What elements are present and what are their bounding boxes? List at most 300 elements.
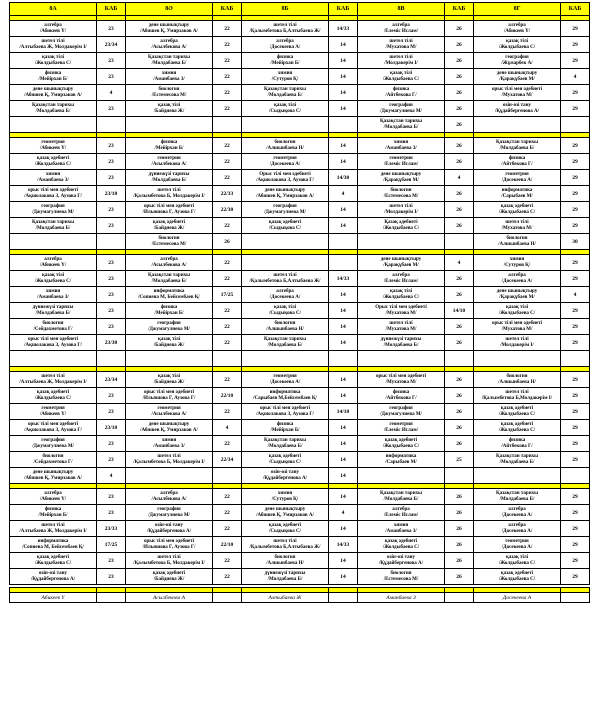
subject-name: дүниежүзі тарихы bbox=[380, 336, 422, 342]
teacher-name: /Жолдыбаева С/ bbox=[382, 544, 420, 550]
lesson-row bbox=[10, 388, 590, 404]
lesson-cell bbox=[358, 21, 445, 37]
teacher-name: /Абикеев Ү/ bbox=[39, 145, 67, 151]
room-cell: 26 bbox=[445, 69, 474, 85]
teacher-name: /Молдабаева Б/ bbox=[35, 108, 71, 114]
subject-name: орыс тілі мен әдебиеті bbox=[491, 320, 543, 326]
lesson-cell bbox=[126, 505, 213, 521]
teacher-name: /Ақшолакова З, Аузова Г/ bbox=[256, 411, 314, 417]
room-cell: 14 bbox=[329, 69, 358, 85]
teacher-name: /Жолдыбаева С/ bbox=[34, 60, 72, 66]
teacher-name: /Жолдыбаева С/ bbox=[382, 225, 420, 231]
room-cell: 29 bbox=[561, 303, 590, 319]
teacher-name: /Молдабаева Б/ bbox=[383, 496, 419, 502]
lesson-cell bbox=[126, 255, 213, 271]
lesson-row bbox=[10, 372, 590, 388]
lesson-cell bbox=[474, 303, 561, 319]
teacher-name: /Алтыбаева Ж, Молдакерім І/ bbox=[19, 379, 87, 385]
lesson-cell bbox=[10, 202, 97, 218]
subject-name: биология bbox=[42, 453, 64, 459]
subject-name: қазақ тілі bbox=[157, 336, 181, 342]
lesson-cell bbox=[10, 271, 97, 287]
lesson-cell bbox=[242, 271, 329, 287]
lesson-row bbox=[10, 255, 590, 271]
teacher-name: /Молдабаева Б/ bbox=[35, 225, 71, 231]
room-cell: 29 bbox=[561, 21, 590, 37]
subject-name: Орыс тілі мен әдебиеті bbox=[259, 171, 311, 177]
room-cell: 22 bbox=[213, 303, 242, 319]
subject-name: шетел тілі bbox=[389, 38, 413, 44]
lesson-cell bbox=[474, 553, 561, 569]
room-cell: 26 bbox=[445, 37, 474, 53]
lesson-cell bbox=[474, 569, 561, 585]
class-teacher-kab bbox=[445, 593, 474, 603]
room-cell: 26 bbox=[445, 117, 474, 133]
teacher-name: /Молдабаева Б/ bbox=[151, 278, 187, 284]
teacher-name: /Қалымбетова Б,Молдакерім І/ bbox=[481, 395, 553, 401]
teacher-name: /Досекеева А/ bbox=[269, 294, 301, 300]
subject-name: орыс тілі мен әдебиеті bbox=[27, 336, 79, 342]
lesson-cell bbox=[358, 468, 445, 484]
lesson-cell bbox=[10, 21, 97, 37]
lesson-cell bbox=[10, 138, 97, 154]
teacher-name: /Джумагулиева М/ bbox=[264, 209, 306, 215]
header-kab: КАБ bbox=[329, 3, 358, 16]
lesson-cell bbox=[358, 37, 445, 53]
lesson-row bbox=[10, 521, 590, 537]
subject-name: химия bbox=[45, 288, 61, 294]
subject-name: Қазақстан тарихы bbox=[496, 490, 538, 496]
lesson-cell bbox=[10, 468, 97, 484]
lesson-cell bbox=[358, 154, 445, 170]
teacher-name: /Жолдыбаева С/ bbox=[382, 443, 420, 449]
lesson-cell bbox=[474, 234, 561, 250]
teacher-name: /Досекеева А/ bbox=[269, 44, 301, 50]
subject-name: қазақ тілі bbox=[505, 554, 529, 560]
room-cell: 29 bbox=[561, 537, 590, 553]
lesson-cell bbox=[474, 21, 561, 37]
room-cell: 14 bbox=[329, 553, 358, 569]
subject-name: дене шынықтыру bbox=[148, 22, 190, 28]
room-cell: 22 bbox=[213, 505, 242, 521]
header-kab: КАБ bbox=[445, 3, 474, 16]
teacher-name: /Ильяшова Г, Аузова Г/ bbox=[142, 209, 196, 215]
lesson-cell bbox=[10, 53, 97, 69]
lesson-cell bbox=[126, 553, 213, 569]
lesson-cell bbox=[126, 170, 213, 186]
subject-name: дүниежүзі тарихы bbox=[32, 304, 74, 310]
room-cell: 22 bbox=[213, 372, 242, 388]
room-cell: 23 bbox=[97, 319, 126, 335]
room-cell: 26 bbox=[445, 287, 474, 303]
teacher-name: /Мейірхан Б/ bbox=[154, 145, 184, 151]
subject-name: химия bbox=[277, 490, 293, 496]
lesson-cell bbox=[358, 234, 445, 250]
lesson-cell bbox=[358, 85, 445, 101]
teacher-name: /Алшынбаева Н/ bbox=[266, 145, 304, 151]
room-cell: 29 bbox=[561, 138, 590, 154]
subject-name: қазақ әдебиеті bbox=[36, 155, 70, 161]
subject-name: орыс тілі мен әдебиеті bbox=[27, 421, 79, 427]
subject-name: өзін-өзі тану bbox=[503, 102, 531, 108]
subject-name: география bbox=[157, 320, 181, 326]
room-cell: 4 bbox=[329, 505, 358, 521]
lesson-cell bbox=[474, 521, 561, 537]
subject-name: информатика bbox=[501, 187, 533, 193]
subject-name: қазақ әдебиеті bbox=[152, 570, 186, 576]
lesson-cell bbox=[10, 186, 97, 202]
room-cell: 14 bbox=[329, 372, 358, 388]
teacher-name: /Сыдықова С/ bbox=[268, 225, 302, 231]
teacher-name: /Жұмарбек А/ bbox=[501, 60, 533, 66]
room-cell: 29 bbox=[561, 37, 590, 53]
teacher-name: /Молдабаева Б/ bbox=[499, 459, 535, 465]
room-cell: 26 bbox=[445, 85, 474, 101]
room-cell: 22/10 bbox=[213, 537, 242, 553]
teacher-name: /Жолдыбаева С/ bbox=[498, 310, 536, 316]
subject-name: орыс тілі мен әдебиеті bbox=[375, 373, 427, 379]
subject-name: қазақ әдебиеті bbox=[500, 405, 534, 411]
room-cell: 22 bbox=[213, 138, 242, 154]
lesson-cell bbox=[242, 537, 329, 553]
lesson-cell bbox=[474, 468, 561, 484]
header-class: 8А bbox=[10, 3, 97, 16]
lesson-row bbox=[10, 569, 590, 585]
room-cell: 26 bbox=[445, 21, 474, 37]
teacher-name: /Абишев Қ, Умирзаков А/ bbox=[256, 193, 314, 199]
room-cell: 22 bbox=[213, 154, 242, 170]
header-class: 8В bbox=[358, 3, 445, 16]
subject-name: алгебра bbox=[276, 38, 294, 44]
lesson-row bbox=[10, 452, 590, 468]
teacher-name: /Ақшолакова З, Аузова Г/ bbox=[24, 427, 82, 433]
subject-name: Қазақстан тарихы bbox=[380, 118, 422, 124]
subject-name: информатика bbox=[269, 389, 301, 395]
room-cell: 17/25 bbox=[213, 287, 242, 303]
teacher-name: /Джумагулиева М/ bbox=[148, 512, 190, 518]
room-cell: 23 bbox=[97, 436, 126, 452]
lesson-cell bbox=[358, 404, 445, 420]
room-cell: 14 bbox=[329, 489, 358, 505]
subject-name: дене шынықтыру bbox=[496, 70, 538, 76]
lesson-cell bbox=[474, 202, 561, 218]
lesson-cell bbox=[10, 569, 97, 585]
lesson-cell bbox=[242, 255, 329, 271]
subject-name: география bbox=[157, 506, 181, 512]
teacher-name: /Молдабаева Б/ bbox=[499, 496, 535, 502]
teacher-name: /Алшынбаева Н/ bbox=[266, 560, 304, 566]
teacher-name: /Қалымбетова Б,Алтыбаева Ж/ bbox=[249, 28, 321, 34]
room-cell: 23 bbox=[97, 287, 126, 303]
lesson-cell bbox=[242, 505, 329, 521]
teacher-name: /Елеміс Ислам/ bbox=[383, 427, 419, 433]
teacher-name: /Абикеев Ү/ bbox=[39, 496, 67, 502]
lesson-row bbox=[10, 468, 590, 484]
lesson-cell bbox=[358, 553, 445, 569]
room-cell: 23 bbox=[97, 138, 126, 154]
lesson-cell bbox=[126, 420, 213, 436]
room-cell: 29 bbox=[561, 521, 590, 537]
subject-name: геометрия bbox=[41, 405, 65, 411]
teacher-name: /Молдабаева Б/ bbox=[151, 60, 187, 66]
teacher-name: /Алшынбаева Н/ bbox=[266, 326, 304, 332]
room-cell: 26 bbox=[445, 553, 474, 569]
room-cell: 14 bbox=[329, 303, 358, 319]
teacher-name: /Елеміс Ислам/ bbox=[383, 161, 419, 167]
teacher-name: /Асылбекова А/ bbox=[151, 161, 187, 167]
teacher-name: /Елеміс Ислам/ bbox=[383, 28, 419, 34]
lesson-cell bbox=[474, 388, 561, 404]
subject-name: биология bbox=[158, 86, 180, 92]
room-cell: 23/33 bbox=[97, 521, 126, 537]
lesson-cell bbox=[126, 186, 213, 202]
subject-name: геометрия bbox=[157, 405, 181, 411]
room-cell: 14/33 bbox=[329, 271, 358, 287]
lesson-cell bbox=[474, 53, 561, 69]
subject-name: Орыс тілі мен әдебиеті bbox=[375, 304, 427, 310]
lesson-cell bbox=[242, 521, 329, 537]
room-cell: 4 bbox=[561, 69, 590, 85]
subject-name: география bbox=[273, 203, 297, 209]
room-cell: 4 bbox=[561, 287, 590, 303]
room-cell: 22 bbox=[213, 53, 242, 69]
room-cell: 23 bbox=[97, 21, 126, 37]
room-cell: 14 bbox=[329, 218, 358, 234]
subject-name: дене шынықтыру bbox=[496, 288, 538, 294]
subject-name: геометрия bbox=[273, 373, 297, 379]
room-cell: 23 bbox=[97, 69, 126, 85]
teacher-name: /Байдиева Ж/ bbox=[153, 225, 185, 231]
subject-name: геометрия bbox=[389, 421, 413, 427]
lesson-cell bbox=[474, 452, 561, 468]
lesson-cell bbox=[242, 452, 329, 468]
lesson-cell bbox=[10, 255, 97, 271]
lesson-cell bbox=[242, 436, 329, 452]
room-cell: 26 bbox=[445, 138, 474, 154]
subject-name: алгебра bbox=[508, 22, 526, 28]
teacher-name: /Молдакерім І/ bbox=[500, 342, 534, 348]
room-cell: 14/33 bbox=[329, 537, 358, 553]
subject-name: Қазақстан тарихы bbox=[496, 453, 538, 459]
subject-name: қазақ тілі bbox=[273, 304, 297, 310]
subject-name: геометрия bbox=[41, 139, 65, 145]
lesson-cell bbox=[474, 404, 561, 420]
teacher-name: /Қалымбетова Б,Алтыбаева Ж/ bbox=[249, 278, 321, 284]
subject-name: шетел тілі bbox=[273, 538, 297, 544]
subject-name: алгебра bbox=[44, 490, 62, 496]
teacher-name: /Мухатова М/ bbox=[501, 326, 533, 332]
room-cell bbox=[445, 234, 474, 250]
teacher-name: /Асылбекова А/ bbox=[151, 262, 187, 268]
lesson-cell bbox=[358, 319, 445, 335]
lesson-row bbox=[10, 319, 590, 335]
teacher-name: /Молдабаева Б/ bbox=[267, 443, 303, 449]
lesson-cell bbox=[242, 319, 329, 335]
room-cell: 23 bbox=[97, 218, 126, 234]
lesson-cell bbox=[474, 287, 561, 303]
room-cell: 23/10 bbox=[97, 186, 126, 202]
subject-name: дене шынықтыру bbox=[264, 506, 306, 512]
room-cell: 14 bbox=[329, 335, 358, 351]
lesson-cell bbox=[242, 154, 329, 170]
lesson-cell bbox=[242, 388, 329, 404]
subject-name: алгебра bbox=[160, 490, 178, 496]
lesson-cell bbox=[474, 505, 561, 521]
room-cell bbox=[445, 351, 474, 367]
teacher-name: /Молдабаева Б/ bbox=[267, 92, 303, 98]
room-cell: 4 bbox=[97, 85, 126, 101]
subject-name: алгебра bbox=[276, 288, 294, 294]
lesson-cell bbox=[10, 521, 97, 537]
room-cell: 22 bbox=[213, 271, 242, 287]
teacher-name: /Досекеева А/ bbox=[269, 379, 301, 385]
lesson-cell bbox=[358, 537, 445, 553]
subject-name: қазақ әдебиеті bbox=[36, 554, 70, 560]
subject-name: орыс тілі мен әдебиеті bbox=[27, 187, 79, 193]
lesson-cell bbox=[10, 154, 97, 170]
subject-name: өзін-өзі тану bbox=[155, 522, 183, 528]
subject-name: биология bbox=[506, 235, 528, 241]
lesson-row bbox=[10, 170, 590, 186]
teacher-name: /Сутуров Қ/ bbox=[271, 76, 299, 82]
teacher-name: /Мейірхан Б/ bbox=[270, 60, 300, 66]
subject-name: орыс тілі мен әдебиеті bbox=[143, 203, 195, 209]
lesson-cell bbox=[10, 287, 97, 303]
subject-name: биология bbox=[390, 187, 412, 193]
teacher-name: /Елеміс Ислам/ bbox=[383, 512, 419, 518]
subject-name: Қазақстан тарихы bbox=[496, 139, 538, 145]
lesson-cell bbox=[126, 569, 213, 585]
room-cell: 22 bbox=[213, 37, 242, 53]
teacher-name: /Жолдыбаева С/ bbox=[34, 395, 72, 401]
teacher-name: /Ильяшова Г, Аузова Г/ bbox=[142, 544, 196, 550]
lesson-cell bbox=[358, 505, 445, 521]
room-cell: 26 bbox=[445, 53, 474, 69]
room-cell: 14/10 bbox=[445, 303, 474, 319]
lesson-cell bbox=[10, 170, 97, 186]
subject-name: география bbox=[389, 102, 413, 108]
teacher-name: /Алшынбаева Н/ bbox=[498, 379, 536, 385]
lesson-cell bbox=[358, 186, 445, 202]
room-cell: 29 bbox=[561, 170, 590, 186]
lesson-cell bbox=[358, 69, 445, 85]
lesson-cell bbox=[10, 553, 97, 569]
lesson-cell bbox=[10, 420, 97, 436]
teacher-name: /Молдакерім І/ bbox=[384, 60, 418, 66]
lesson-cell bbox=[126, 53, 213, 69]
subject-name: өзін-өзі тану bbox=[39, 570, 67, 576]
teacher-name: /Жолдыбаева С/ bbox=[34, 161, 72, 167]
lesson-row bbox=[10, 69, 590, 85]
lesson-cell bbox=[126, 117, 213, 133]
teacher-name: /Жолдыбаева С/ bbox=[498, 576, 536, 582]
teacher-name: /Досекеева А/ bbox=[269, 161, 301, 167]
teacher-name: /Досекеева А/ bbox=[501, 544, 533, 550]
subject-name: геометрия bbox=[505, 171, 529, 177]
teacher-name: /Абишев Қ, Умирзаков А/ bbox=[140, 427, 198, 433]
lesson-row bbox=[10, 303, 590, 319]
room-cell: 26 bbox=[445, 319, 474, 335]
teacher-name: /Естемесова М/ bbox=[383, 576, 419, 582]
subject-name: қазақ тілі bbox=[389, 70, 413, 76]
room-cell: 14 bbox=[329, 436, 358, 452]
room-cell: 23/34 bbox=[97, 37, 126, 53]
subject-name: шетел тілі bbox=[505, 336, 529, 342]
teacher-name: /Жолдыбаева С/ bbox=[382, 294, 420, 300]
room-cell: 26 bbox=[445, 505, 474, 521]
room-cell: 22 bbox=[213, 489, 242, 505]
lesson-cell bbox=[358, 101, 445, 117]
room-cell: 29 bbox=[561, 335, 590, 351]
lesson-cell bbox=[358, 117, 445, 133]
lesson-cell bbox=[126, 351, 213, 367]
subject-name: алгебра bbox=[392, 22, 410, 28]
lesson-row bbox=[10, 553, 590, 569]
teacher-name: /Алтыбаева Ж, Молдакерім І/ bbox=[19, 44, 87, 50]
lesson-cell bbox=[358, 521, 445, 537]
subject-name: алгебра bbox=[392, 272, 410, 278]
room-cell: 29 bbox=[561, 404, 590, 420]
room-cell: 22 bbox=[213, 335, 242, 351]
teacher-name: /Мейірхан Б/ bbox=[270, 427, 300, 433]
class-teacher: Досекеева А bbox=[474, 593, 561, 603]
teacher-name: /Молдабаева Б/ bbox=[383, 124, 419, 130]
lesson-cell bbox=[242, 404, 329, 420]
room-cell: 14/33 bbox=[329, 21, 358, 37]
lesson-cell bbox=[474, 351, 561, 367]
lesson-cell bbox=[242, 117, 329, 133]
subject-name: Қазақстан тарихы bbox=[264, 336, 306, 342]
class-teacher: Аманбаева З bbox=[358, 593, 445, 603]
room-cell: 29 bbox=[561, 101, 590, 117]
teacher-name: /Абишев Қ, Умирзаков А/ bbox=[24, 475, 82, 481]
lesson-cell bbox=[242, 37, 329, 53]
subject-name: шетел тілі bbox=[505, 389, 529, 395]
subject-name: шетел тілі bbox=[273, 22, 297, 28]
subject-name: химия bbox=[277, 70, 293, 76]
lesson-cell bbox=[126, 468, 213, 484]
teacher-name: /Алшынбаева Н/ bbox=[498, 241, 536, 247]
room-cell: 22 bbox=[213, 436, 242, 452]
teacher-name: /Құдайбергенова А/ bbox=[495, 108, 539, 114]
subject-name: химия bbox=[393, 522, 409, 528]
lesson-cell bbox=[10, 537, 97, 553]
lesson-cell bbox=[10, 101, 97, 117]
teacher-name: /Сутуров Қ/ bbox=[503, 262, 531, 268]
lesson-cell bbox=[126, 69, 213, 85]
subject-name: география bbox=[505, 54, 529, 60]
teacher-name: /Мейірхан Б/ bbox=[38, 512, 68, 518]
room-cell: 22 bbox=[213, 21, 242, 37]
lesson-cell bbox=[242, 468, 329, 484]
room-cell: 4 bbox=[445, 170, 474, 186]
lesson-row bbox=[10, 271, 590, 287]
subject-name: Қазақстан тарихы bbox=[148, 272, 190, 278]
lesson-row bbox=[10, 351, 590, 367]
lesson-cell bbox=[474, 335, 561, 351]
subject-name: информатика bbox=[385, 453, 417, 459]
room-cell: 29 bbox=[561, 420, 590, 436]
lesson-cell bbox=[126, 489, 213, 505]
header-kab: КАБ bbox=[97, 3, 126, 16]
lesson-cell bbox=[358, 452, 445, 468]
subject-name: геометрия bbox=[389, 155, 413, 161]
lesson-cell bbox=[242, 202, 329, 218]
lesson-cell bbox=[358, 351, 445, 367]
room-cell: 17/25 bbox=[97, 537, 126, 553]
room-cell bbox=[329, 351, 358, 367]
room-cell: 26 bbox=[445, 154, 474, 170]
